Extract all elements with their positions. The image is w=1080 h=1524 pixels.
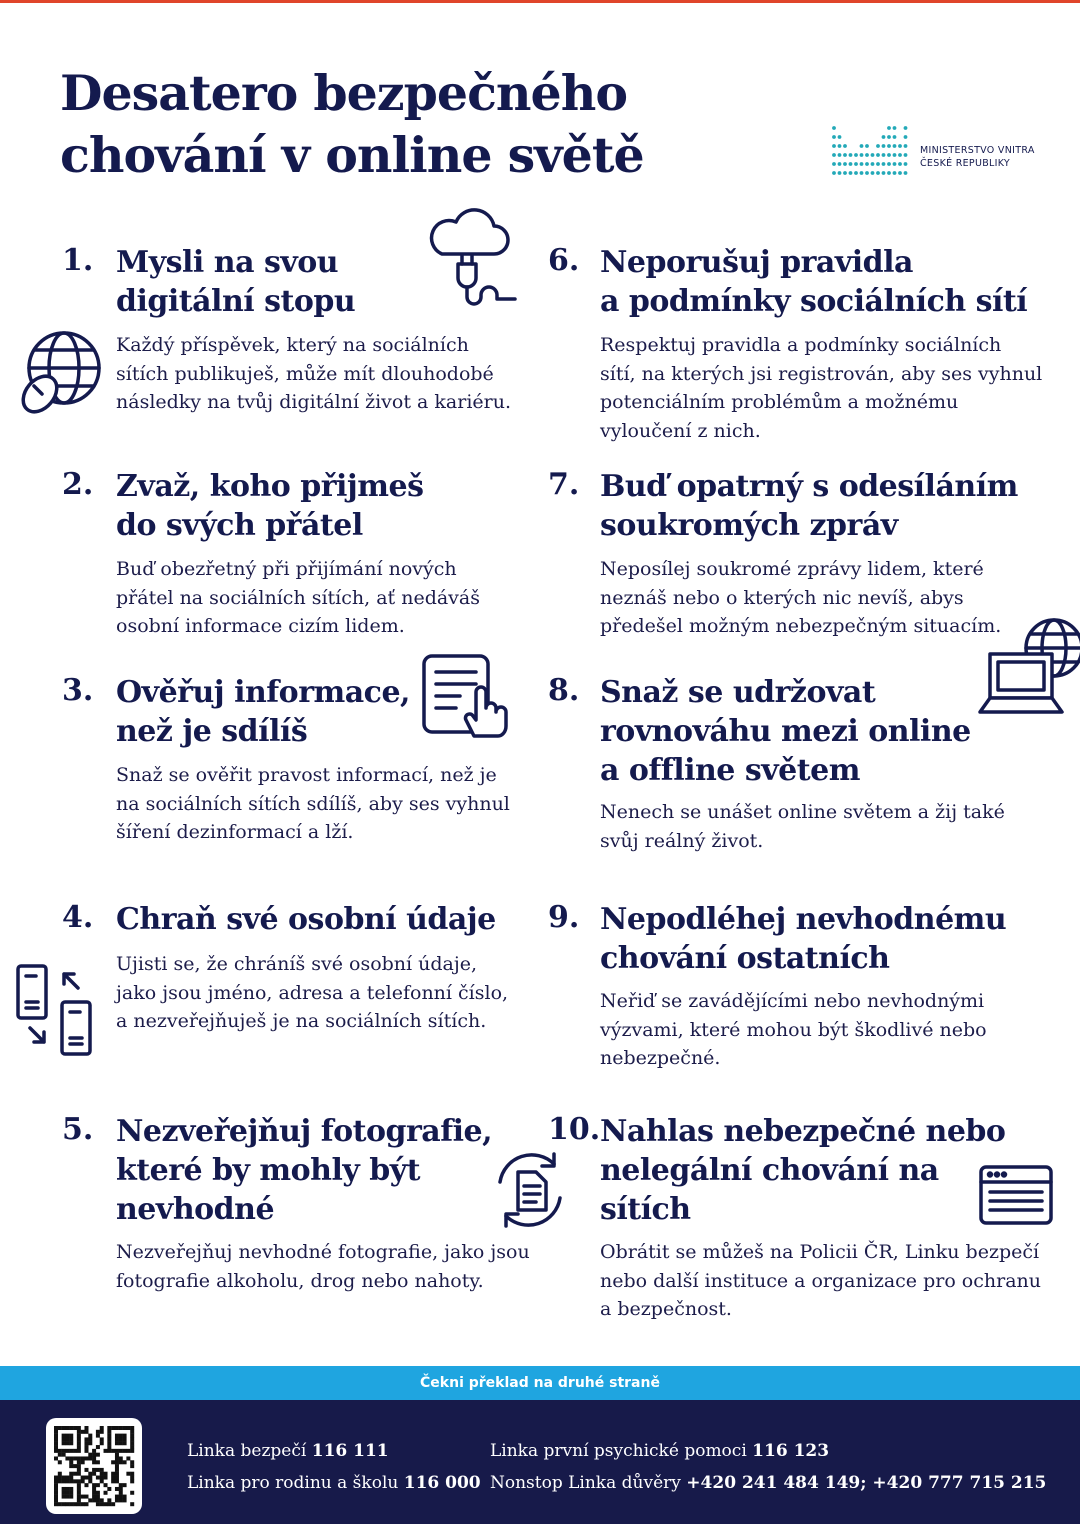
qr-code-icon[interactable] — [46, 1418, 142, 1514]
helpline-safety — [187, 1441, 389, 1461]
helpline-family-number: 116 000 — [403, 1473, 481, 1493]
rule-body: Nenech se unášet online světem a žij také svůj reálný život. — [600, 801, 1005, 852]
page-title-text: Desatero bezpečného chování v online světě — [60, 64, 644, 184]
rule-6 — [548, 243, 1048, 443]
rule-5 — [62, 1112, 542, 1312]
rule-number: 4. — [62, 900, 94, 935]
ministry-logo-text — [920, 144, 1035, 170]
globe-mouse-icon — [12, 330, 104, 416]
helpline-safety-number: 116 111 — [311, 1441, 389, 1461]
laptop-globe-icon — [976, 614, 1080, 718]
rule-4 — [62, 900, 532, 1050]
page-title — [60, 62, 760, 186]
translation-banner — [0, 1366, 1080, 1400]
rule-number: 1. — [62, 243, 94, 278]
rule-number: 9. — [548, 900, 580, 935]
rule-heading: Ověřuj informace, než je sdílíš — [116, 675, 410, 749]
document-touch-icon — [420, 652, 512, 742]
helpline-psych-label: Linka první psychické pomoci — [490, 1441, 747, 1461]
qr-code-graphic — [46, 1418, 142, 1514]
translation-banner-text: Čekni překlad na druhé straně — [420, 1375, 660, 1391]
helpline-trust — [490, 1473, 1046, 1493]
rule-number: 8. — [548, 673, 580, 708]
rule-heading: Chraň své osobní údaje — [116, 902, 496, 937]
helpline-trust-label: Nonstop Linka důvěry — [490, 1473, 681, 1493]
helpline-safety-label: Linka bezpečí — [187, 1441, 307, 1461]
rule-9 — [548, 900, 1048, 1080]
rule-heading: Snaž se udržovat rovnováhu mezi online a offline světem — [600, 675, 971, 788]
rule-heading: Nepodléhej nevhodnému chování ostatních — [600, 902, 1007, 976]
rule-body: Snaž se ověřit pravost informací, než je na sociálních sítích sdílíš, aby ses vyhnul šíření dezinformací a lží. — [116, 764, 510, 843]
rule-heading: Zvaž, koho přijmeš do svých přátel — [116, 469, 424, 543]
rule-body: Ujisti se, že chráníš své osobní údaje, jako jsou jméno, adresa a telefonní číslo, a nezveřejňuješ je na sociálních sítích. — [116, 953, 509, 1032]
browser-window-icon — [978, 1164, 1054, 1226]
ministry-logo-mark — [830, 122, 910, 182]
cloud-plug-icon — [426, 208, 518, 310]
rule-body: Nezveřejňuj nevhodné fotografie, jako jsou fotografie alkoholu, drog nebo nahoty. — [116, 1241, 530, 1292]
phone-exchange-icon — [14, 962, 98, 1058]
rule-heading: Mysli na svou digitální stopu — [116, 245, 356, 319]
rule-heading: Buď opatrný s odesíláním soukromých zpráv — [600, 469, 1018, 543]
logo-line-2: ČESKÉ REPUBLIKY — [920, 158, 1011, 169]
logo-line-1: MINISTERSTVO VNITRA — [920, 145, 1035, 156]
rule-body: Buď obezřetný při přijímání nových přátel na sociálních sítích, ať nedáváš osobní informace cizím lidem. — [116, 558, 480, 637]
ministry-logo — [830, 122, 1050, 186]
rule-body: Každý příspěvek, který na sociálních sítích publikuješ, může mít dlouhodobé následky na tvůj digitální život a kariéru. — [116, 334, 512, 413]
rule-body: Respektuj pravidla a podmínky sociálních sítí, na kterých jsi registrován, aby ses vyhnul potenciálním problémům a možnému vyloučení z nich. — [600, 334, 1043, 442]
rule-number: 3. — [62, 673, 94, 708]
rule-number: 10. — [548, 1112, 601, 1147]
rule-heading: Nahlas nebezpečné nebo nelegální chování na sítích — [600, 1114, 1006, 1227]
rule-number: 5. — [62, 1112, 94, 1147]
rule-body: Neposílej soukromé zprávy lidem, které neznáš nebo o kterých nic nevíš, abys předešel možným nebezpečným situacím. — [600, 558, 1002, 637]
rule-number: 7. — [548, 467, 580, 502]
rule-heading: Neporušuj pravidla a podmínky sociálních sítí — [600, 245, 1028, 319]
helpline-family — [187, 1473, 481, 1493]
rule-number: 6. — [548, 243, 580, 278]
rule-7 — [548, 467, 1048, 647]
helpline-family-label: Linka pro rodinu a školu — [187, 1473, 399, 1493]
rule-8 — [548, 673, 1048, 873]
rule-heading: Nezveřejňuj fotografie, které by mohly být nevhodné — [116, 1114, 493, 1227]
rule-body: Neřiď se zavádějícími nebo nevhodnými výzvami, které mohou být škodlivé nebo nebezpečné. — [600, 990, 987, 1069]
top-accent-line — [0, 0, 1080, 3]
helpline-trust-number: +420 241 484 149; +420 777 715 215 — [686, 1473, 1047, 1493]
helpline-psych — [490, 1441, 829, 1461]
helpline-psych-number: 116 123 — [752, 1441, 830, 1461]
rule-2 — [62, 467, 532, 647]
footer-helplines — [0, 1400, 1080, 1524]
rule-number: 2. — [62, 467, 94, 502]
rule-body: Obrátit se můžeš na Policii ČR, Linku bezpečí nebo další instituce a organizace pro ochranu a bezpečnost. — [600, 1241, 1042, 1320]
